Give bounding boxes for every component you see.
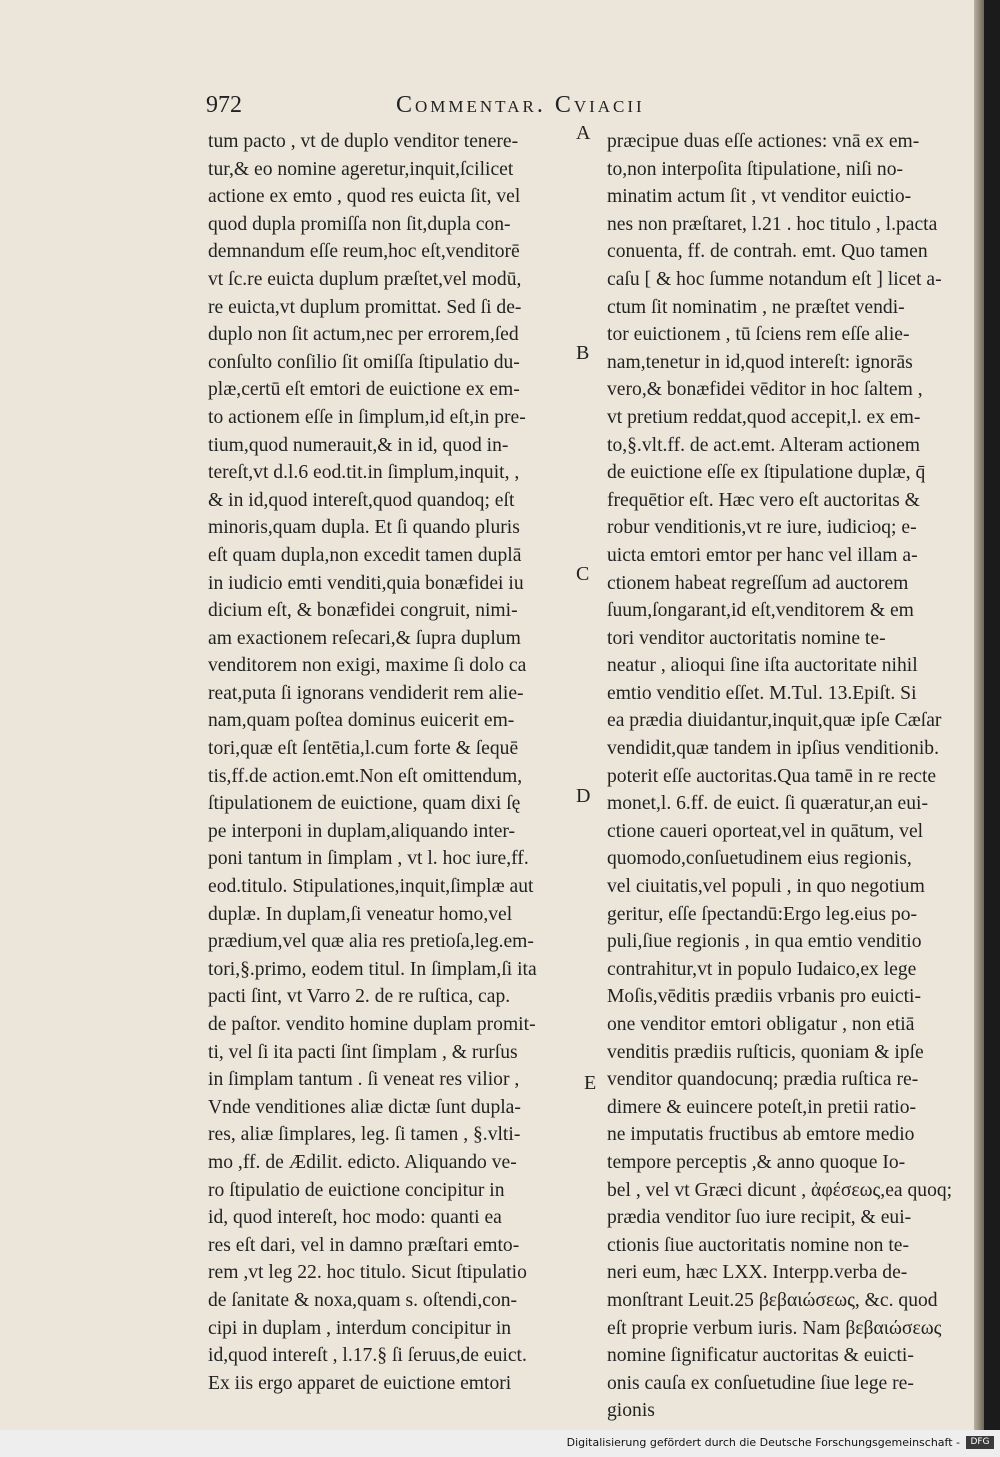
text-line: cipi in duplam , interdum concipitur in <box>208 1317 512 1339</box>
text-line: actione ex emto , quod res euicta ſit, vel <box>208 186 521 208</box>
text-line: emtio venditio eſſet. M.Tul. 13.Epiſt. Si <box>607 682 917 704</box>
text-line: minoris,quam dupla. Et ſi quando pluris <box>208 517 520 539</box>
text-line: tori,§.primo, eodem titul. In ſimplam,ſi ita <box>208 958 537 980</box>
dfg-logo: DFG <box>966 1436 994 1449</box>
text-line: res, aliæ ſimplares, leg. ſi tamen , §.vlti- <box>208 1124 521 1146</box>
text-line: ctione caueri oporteat,vel in quātum, vel <box>607 820 924 842</box>
text-line: ſtipulationem de euictione, quam dixi ſę <box>208 793 521 815</box>
digitization-footer <box>0 1430 1000 1457</box>
text-line: onis cauſa ex conſuetudine ſiue lege re- <box>607 1372 914 1394</box>
text-line: in ſimplam tantum . ſi veneat res vilior , <box>208 1069 520 1091</box>
text-line: ctum ſit nominatim , ne præſtet vendi- <box>607 296 905 318</box>
text-line: re euicta,vt duplum promittat. Sed ſi de- <box>208 296 522 318</box>
text-line: tori,quæ eſt ſentētia,l.cum forte & ſequē <box>208 738 519 760</box>
footer-credit: Digitalisierung gefördert durch die Deutsche Forschungsgemeinschaft - <box>566 1436 960 1449</box>
text-line: tum pacto , vt de duplo venditor tenere- <box>208 131 519 152</box>
text-line: vero,& bonæfidei vēditor in hoc ſaltem , <box>607 379 923 401</box>
text-line: ti, vel ſi ita pacti ſint ſimplam , & rurſus <box>208 1041 518 1063</box>
text-line: bel , vel vt Græci dicunt , ἀφέσεως,ea quoq; <box>607 1179 953 1201</box>
text-line: tium,quod numerauit,& in id, quod in- <box>208 434 509 456</box>
text-line: gionis <box>607 1400 655 1422</box>
text-line: neri eum, hæc LXX. Interpp.verba de- <box>607 1262 908 1284</box>
text-line: uicta emtori emtor per hanc vel illam a- <box>607 544 918 566</box>
text-line: prædia venditor ſuo iure recipit, & eui- <box>607 1207 912 1229</box>
margin-marker-d: D <box>576 785 591 807</box>
running-title: Commentar. Cviacii <box>396 92 645 118</box>
text-line: ctionem habeat regreſſum ad auctorem <box>607 572 909 594</box>
text-line: in iudicio emti venditi,quia bonæfidei iu <box>208 572 524 594</box>
text-line: tempore perceptis ,& anno quoque Io- <box>607 1151 906 1173</box>
text-line: nes non præſtaret, l.21 . hoc titulo , l.pacta <box>607 213 938 235</box>
text-line: de paſtor. vendito homine duplam promit- <box>208 1014 536 1035</box>
page-number: 972 <box>206 92 242 118</box>
text-line: venditor quandocunq; prædia ruſtica re- <box>607 1069 919 1091</box>
text-line: tor euictionem , tū ſciens rem eſſe alie- <box>607 324 910 346</box>
text-line: monet,l. 6.ff. de euict. ſi quæratur,an eui- <box>607 793 928 815</box>
text-line: nam,tenetur in id,quod intereſt: ignorās <box>607 351 913 373</box>
text-line: quomodo,conſuetudinem eius regionis, <box>607 848 912 870</box>
text-line: poni tantum in ſimplam , vt l. hoc iure,ff. <box>208 848 529 870</box>
text-line: de ſanitate & noxa,quam s. oſtendi,con- <box>208 1289 518 1311</box>
page-header <box>206 92 954 126</box>
margin-marker-b: B <box>576 342 590 364</box>
text-line: res eſt dari, vel in damno præſtari emto- <box>208 1234 520 1256</box>
text-line: Vnde venditiones aliæ dictæ ſunt dupla- <box>208 1096 521 1118</box>
text-line: prædium,vel quæ alia res pretioſa,leg.em- <box>208 931 534 953</box>
text-line: id,quod intereſt , l.17.§ ſi ſeruus,de euict. <box>208 1345 527 1367</box>
text-line: nomine ſignificatur auctoritas & euicti- <box>607 1345 914 1367</box>
text-line: venditorem non exigi, maxime ſi dolo ca <box>208 655 527 677</box>
text-line: Ex iis ergo apparet de euictione emtori <box>208 1372 512 1394</box>
text-line: demnandum eſſe reum,hoc eſt,venditorē <box>208 241 520 263</box>
text-line: one venditor emtori obligatur , non etiā <box>607 1014 915 1035</box>
margin-marker-c: C <box>576 563 590 585</box>
text-line: ro ſtipulatio de euictione concipitur in <box>208 1179 505 1201</box>
text-line: minatim actum ſit , vt venditor euictio- <box>607 186 912 208</box>
text-line: vendidit,quæ tandem in ipſius venditionib. <box>607 738 939 760</box>
text-line: de euictione eſſe ex ſtipulatione duplæ, q̄ <box>607 462 926 484</box>
text-line: monſtrant Leuit.25 βεβαιώσεως, &c. quod <box>607 1289 938 1311</box>
text-line: mo ,ff. de Ædilit. edicto. Aliquando ve- <box>208 1151 517 1173</box>
text-line: & in id,quod intereſt,quod quandoq; eſt <box>208 489 515 511</box>
text-line: tereſt,vt d.l.6 eod.tit.in ſimplum,inquit, , <box>208 462 520 484</box>
text-line: tori venditor auctoritatis nomine te- <box>607 627 886 649</box>
text-line: frequētior eſt. Hæc vero eſt auctoritas & <box>607 489 920 511</box>
text-line: eſt proprie verbum iuris. Nam βεβαιώσεως <box>607 1317 942 1339</box>
page-gutter-shadow <box>974 0 984 1430</box>
text-line: duplo non ſit actum,nec per errorem,ſed <box>208 324 519 346</box>
text-line: eod.titulo. Stipulationes,inquit,ſimplæ aut <box>208 876 534 898</box>
text-line: pe interponi in duplam,aliquando inter- <box>208 820 516 842</box>
text-line: tur,& eo nomine ageretur,inquit,ſcilicet <box>208 158 514 180</box>
text-line: conuenta, ff. de contrah. emt. Quo tamen <box>607 241 928 263</box>
text-line: pacti ſint, vt Varro 2. de re ruſtica, cap. <box>208 986 511 1008</box>
text-line: ctionis ſiue auctoritatis nomine non te- <box>607 1234 910 1256</box>
text-line: ne imputatis fructibus ab emtore medio <box>607 1124 915 1146</box>
text-line: eſt quam dupla,non excedit tamen duplā <box>208 544 522 566</box>
text-line: Moſis,vēditis prædiis vrbanis pro euicti- <box>607 986 922 1008</box>
text-line: neatur , alioqui ſine iſta auctoritate nihil <box>607 655 918 677</box>
text-line: venditis prædiis ruſticis, quoniam & ipſe <box>607 1041 924 1063</box>
left-column <box>208 128 568 1397</box>
text-line: to actionem eſſe in ſimplum,id eſt,in pre- <box>208 406 526 428</box>
text-line: duplæ. In duplam,ſi veneatur homo,vel <box>208 903 513 925</box>
text-line: quod dupla promiſſa non ſit,dupla con- <box>208 213 511 235</box>
text-line: reat,puta ſi ignorans vendiderit rem alie- <box>208 682 524 704</box>
text-line: geritur, eſſe ſpectandū:Ergo leg.eius po- <box>607 903 918 925</box>
text-line: plæ,certū eſt emtori de euictione ex em- <box>208 379 520 401</box>
text-line: puli,ſiue regionis , in qua emtio venditio <box>607 931 922 953</box>
text-line: id, quod intereſt, hoc modo: quanti ea <box>208 1207 502 1229</box>
text-line: vel ciuitatis,vel populi , in quo negotium <box>607 876 925 898</box>
text-line: tis,ff.de action.emt.Non eſt omittendum, <box>208 765 523 787</box>
text-line: nam,quam poſtea dominus euicerit em- <box>208 710 515 732</box>
text-line: robur venditionis,vt re iure, iudicioq; e- <box>607 517 917 539</box>
right-column <box>607 128 977 1425</box>
text-line: rem ,vt leg 22. hoc titulo. Sicut ſtipulatio <box>208 1262 527 1284</box>
text-line: caſu [ & hoc ſumme notandum eſt ] licet a- <box>607 268 942 290</box>
text-line: dimere & euincere poteſt,in pretii ratio- <box>607 1096 917 1118</box>
margin-marker-e: E <box>584 1072 597 1094</box>
text-line: poterit eſſe auctoritas.Qua tamē in re recte <box>607 765 937 787</box>
text-line: conſulto conſilio ſit omiſſa ſtipulatio du- <box>208 351 520 373</box>
text-line: ea prædia diuidantur,inquit,quæ ipſe Cæſar <box>607 710 942 732</box>
text-line: am exactionem reſecari,& ſupra duplum <box>208 627 521 649</box>
text-line: contrahitur,vt in populo Iudaico,ex lege <box>607 958 917 980</box>
margin-marker-a: A <box>576 122 591 144</box>
text-line: dicium eſt, & bonæfidei congruit, nimi- <box>208 600 518 622</box>
text-line: ſuum,ſongarant,id eſt,venditorem & em <box>607 600 914 622</box>
text-line: vt pretium reddat,quod accepit,l. ex em- <box>607 406 921 428</box>
text-line: præcipue duas eſſe actiones: vnā ex em- <box>607 131 920 152</box>
text-line: to,non interpoſita ſtipulatione, niſi no- <box>607 158 904 180</box>
text-line: to,§.vlt.ff. de act.emt. Alteram actionem <box>607 434 921 456</box>
text-line: vt ſc.re euicta duplum præſtet,vel modū, <box>208 268 522 290</box>
